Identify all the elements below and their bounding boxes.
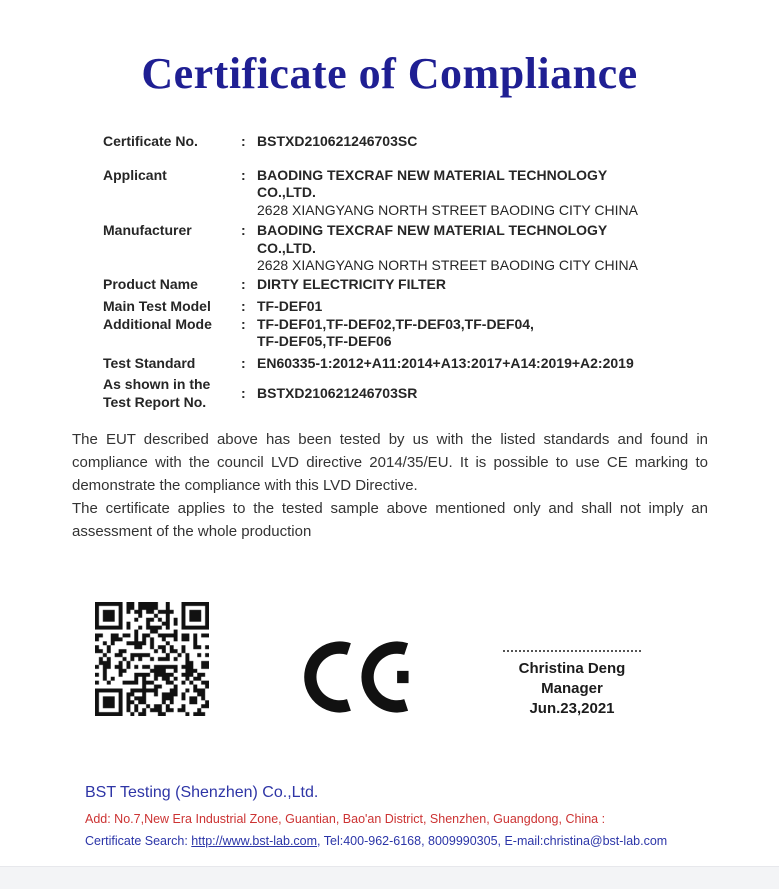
field-product-name <box>103 276 683 294</box>
field-colon: : <box>241 384 246 401</box>
footer <box>85 784 667 848</box>
field-certificate-no <box>103 133 683 151</box>
field-additional-mode <box>103 316 683 351</box>
field-applicant <box>103 167 683 220</box>
field-label: Applicant <box>103 166 167 183</box>
field-address: 2628 XIANGYANG NORTH STREET BAODING CITY CHINA <box>257 201 638 218</box>
certificate-search-label: Certificate Search: <box>85 834 192 848</box>
field-value-line2: CO.,LTD. <box>257 239 316 256</box>
ce-mark <box>299 636 420 718</box>
signatory-role: Manager <box>541 680 603 697</box>
contact-details: , Tel:400-962-6168, 8009990305, E-mail:christina@bst-lab.com <box>317 834 668 848</box>
field-value: TF-DEF01 <box>257 298 323 314</box>
field-main-test-model <box>103 298 683 316</box>
field-value: BAODING TEXCRAF NEW MATERIAL TECHNOLOGY <box>257 222 608 238</box>
field-label: Manufacturer <box>103 222 192 238</box>
lab-address: Add: No.7,New Era Industrial Zone, Guantian, Bao'an District, Shenzhen, Guangdong, China : <box>85 812 606 826</box>
field-colon: : <box>241 275 246 292</box>
field-colon: : <box>241 298 246 314</box>
certificate-search-line <box>85 834 667 848</box>
field-colon: : <box>241 354 246 371</box>
certificate-search-link[interactable]: http://www.bst-lab.com <box>191 834 318 848</box>
signatory-name: Christina Deng <box>518 660 626 677</box>
field-label: As shown in the Test Report No. <box>103 376 211 410</box>
compliance-statement <box>72 428 708 543</box>
signature-date: Jun.23,2021 <box>529 700 615 717</box>
statement-paragraph-1: The EUT described above has been tested by us with the listed standards and found in compliance with the council LVD directive 2014/35/EU. It is possible to use CE marking to demonstrate the compliance with this LVD Directive. <box>72 431 708 494</box>
qr-code <box>95 602 209 716</box>
field-colon: : <box>241 166 246 183</box>
field-value: BSTXD210621246703SR <box>257 384 418 401</box>
field-value: EN60335-1:2012+A11:2014+A13:2017+A14:2019+A2:2019 <box>257 354 634 371</box>
field-value-line2: CO.,LTD. <box>257 184 316 200</box>
field-value: BAODING TEXCRAF NEW MATERIAL TECHNOLOGY <box>257 166 608 183</box>
statement-paragraph-2: The certificate applies to the tested sample above mentioned only and shall not imply an assessment of the whole production <box>72 500 708 540</box>
certificate-title: Certificate of Compliance <box>141 49 638 98</box>
field-value: DIRTY ELECTRICITY FILTER <box>257 275 447 292</box>
field-colon: : <box>241 133 246 149</box>
field-manufacturer <box>103 222 683 275</box>
field-label: Product Name <box>103 275 198 292</box>
field-label: Additional Mode <box>103 315 212 332</box>
field-label: Main Test Model <box>103 298 211 314</box>
field-test-standard <box>103 355 683 373</box>
field-test-report-no <box>103 376 683 411</box>
field-value-line2: TF-DEF05,TF-DEF06 <box>257 333 392 349</box>
lab-company-name: BST Testing (Shenzhen) Co.,Ltd. <box>85 784 319 801</box>
page-bottom-strip <box>0 866 779 889</box>
field-colon: : <box>241 222 246 238</box>
certificate-fields <box>103 133 683 411</box>
field-colon: : <box>241 315 246 332</box>
field-label: Certificate No. <box>103 133 198 149</box>
field-value: BSTXD210621246703SC <box>257 133 418 149</box>
field-value: TF-DEF01,TF-DEF02,TF-DEF03,TF-DEF04, <box>257 315 534 332</box>
signature-dotted-line <box>503 650 641 652</box>
signature-block <box>500 650 644 719</box>
field-address: 2628 XIANGYANG NORTH STREET BAODING CITY CHINA <box>257 257 638 273</box>
field-label: Test Standard <box>103 354 196 371</box>
